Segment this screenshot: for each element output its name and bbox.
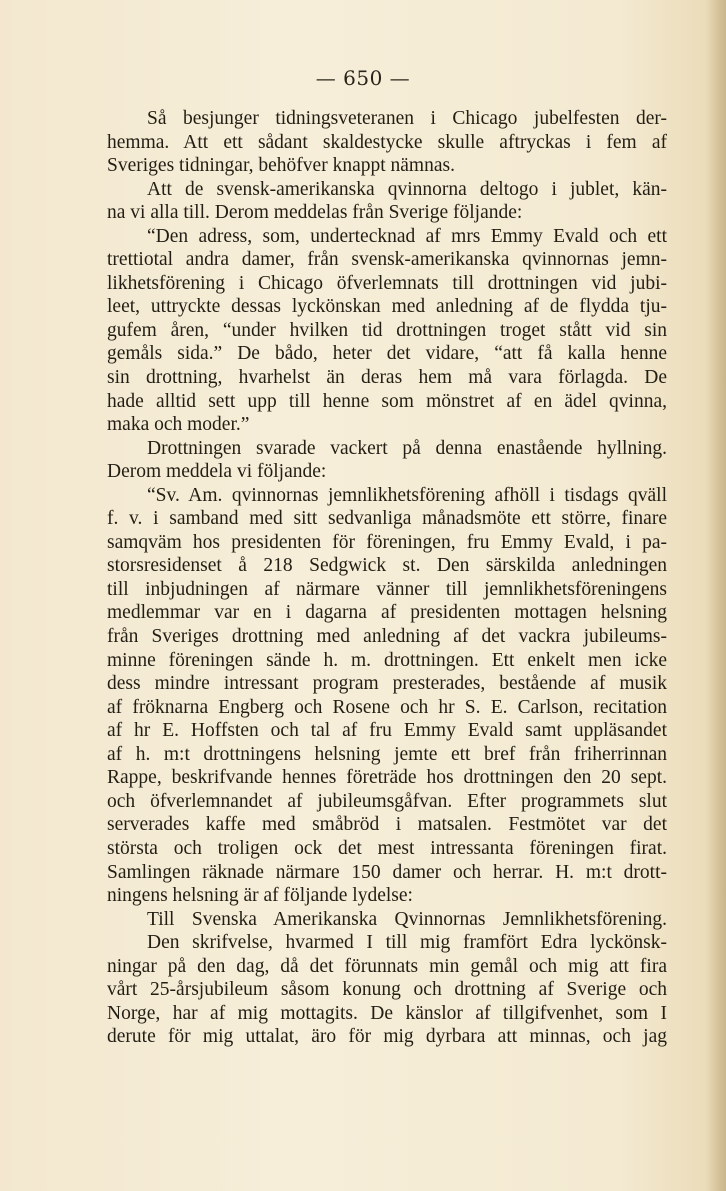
- text-line: Så besjunger tidningsveteranen i Chicago jubelfesten der-: [147, 108, 667, 129]
- text-line: na vi alla till. Derom meddelas från Sverige följande:: [107, 202, 523, 224]
- text-line: f. v. i samband med sitt sedvanliga månadsmöte ett större, finare: [107, 508, 667, 530]
- text-line: Till Svenska Amerikanska Qvinnornas Jemnlikhetsförening.: [147, 908, 667, 930]
- text-line: ningar på den dag, då det förunnats min gemål och mig att fira: [107, 955, 667, 977]
- text-line: “Den adress, som, undertecknad af mrs Emmy Evald och ett: [147, 225, 667, 247]
- text-line: sin drottning, hvarhelst än deras hem må vara förlagda. De: [107, 367, 667, 389]
- text-line: “Sv. Am. qvinnornas jemnlikhetsförening afhöll i tisdags qväll: [147, 484, 667, 506]
- text-line: Norge, har af mig mottagits. De känslor af tillgifvenhet, som I: [107, 1002, 667, 1024]
- text-line: medlemmar var en i dagarna af presidenten mottagen helsning: [107, 602, 667, 624]
- text-line: likhetsförening i Chicago öfverlemnats till drottningen vid jubi-: [107, 272, 667, 294]
- body-text: [107, 107, 667, 1049]
- text-line: till inbjudningen af närmare vänner till jemnlikhetsföreningens: [107, 578, 667, 600]
- text-line: maka och moder.”: [107, 414, 250, 436]
- text-line: Drottningen svarade vackert på denna enastående hyllning.: [147, 437, 667, 459]
- text-line: af hr E. Hoffsten och tal af fru Emmy Evald samt uppläsandet: [107, 720, 667, 742]
- text-line: Samlingen räknade närmare 150 damer och herrar. H. m:t drott-: [107, 861, 667, 883]
- text-line: serverades kaffe med småbröd i matsalen. Festmötet var det: [107, 814, 667, 836]
- text-line: dess mindre intressant program presterades, bestående af musik: [107, 673, 667, 695]
- text-line: största och troligen ock det mest intressanta föreningen firat.: [107, 837, 667, 859]
- text-line: derute för mig uttalat, äro för mig dyrbara att minnas, och jag: [107, 1026, 667, 1048]
- text-line: trettiotal andra damer, från svensk-amerikanska qvinnornas jemn-: [107, 249, 667, 271]
- text-line: Att de svensk-amerikanska qvinnorna deltogo i jublet, kän-: [147, 178, 667, 200]
- text-line: hade alltid sett upp till henne som mönstret af en ädel qvinna,: [107, 390, 667, 412]
- text-line: leet, uttryckte dessas lyckönskan med anledning af de flydda tju-: [107, 296, 667, 318]
- text-line: storsresidenset å 218 Sedgwick st. Den särskilda anledningen: [107, 555, 667, 577]
- text-line: af h. m:t drottningens helsning jemte ett bref från friherrinnan: [107, 743, 667, 765]
- page-number: — 650 —: [315, 66, 411, 90]
- text-line: Rappe, beskrifvande hennes företräde hos drottningen den 20 sept.: [107, 767, 667, 789]
- text-line: från Sveriges drottning med anledning af det vackra jubileums-: [107, 626, 667, 648]
- text-line: och öfverlemnandet af jubileumsgåfvan. Efter programmets slut: [107, 790, 667, 812]
- text-line: minne föreningen sände h. m. drottningen. Ett enkelt men icke: [107, 649, 667, 671]
- text-line: Sveriges tidningar, behöfver knappt nämnas.: [107, 155, 455, 177]
- text-line: Derom meddela vi följande:: [107, 461, 327, 483]
- text-line: ningens helsning är af följande lydelse:: [107, 885, 413, 907]
- text-line: samqväm hos presidenten för föreningen, fru Emmy Evald, i pa-: [107, 531, 667, 553]
- text-line: vårt 25-årsjubileum såsom konung och drottning af Sverige och: [107, 979, 667, 1001]
- text-line: Den skrifvelse, hvarmed I till mig framfört Edra lyckönsk-: [147, 932, 667, 954]
- text-line: gufem åren, “under hvilken tid drottningen troget stått vid sin: [107, 319, 667, 341]
- page-edge-shadow: [708, 0, 726, 1191]
- text-line: hemma. Att ett sådant skaldestycke skulle aftryckas i fem af: [107, 131, 667, 153]
- text-line: gemåls sida.” De bådo, heter det vidare, “att få kalla henne: [107, 343, 667, 365]
- text-line: af fröknarna Engberg och Rosene och hr S. E. Carlson, recitation: [107, 696, 667, 718]
